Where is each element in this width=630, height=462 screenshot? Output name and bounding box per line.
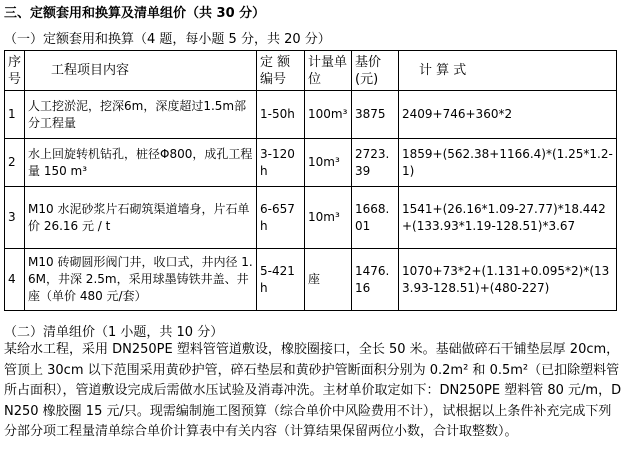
row-name: M10 水泥砂浆片石砌筑渠道墙身，片石单价 26.16 元 / t <box>25 187 257 249</box>
row-no: 1 <box>5 91 25 139</box>
row-no: 4 <box>5 249 25 311</box>
row-price: 1476.16 <box>352 249 399 311</box>
header-name: 工程项目内容 <box>25 51 257 91</box>
row-unit: 10m³ <box>305 187 352 249</box>
row-name: 人工挖淤泥，挖深6m，深度超过1.5m部分工程量 <box>25 91 257 139</box>
row-calc: 1070+73*2+(1.131+0.095*2)*(133.93-128.51)+(480-227) <box>399 249 617 311</box>
part1-title: （一）定额套用和换算（4 题，每小题 5 分，共 20 分） <box>4 32 331 47</box>
table-row <box>5 187 617 249</box>
row-price: 3875 <box>352 91 399 139</box>
row-no: 3 <box>5 187 25 249</box>
section-title: 三、定额套用和换算及清单组价（共 30 分） <box>4 6 266 21</box>
quota-table <box>4 50 617 311</box>
part2-title: （二）清单组价（1 小题，共 10 分） <box>4 325 224 340</box>
row-code: 1-50h <box>257 91 305 139</box>
table-row <box>5 139 617 187</box>
table-row <box>5 249 617 311</box>
row-price: 1668.01 <box>352 187 399 249</box>
table-row <box>5 91 617 139</box>
row-unit: 10m³ <box>305 139 352 187</box>
table-header-row <box>5 51 617 91</box>
problem-paragraph: 某给水工程，采用 DN250PE 塑料管管道敷设，橡胶圈接口，全长 50 米。基础做碎石干铺垫层厚 20cm，管顶上 30cm 以下范围采用黄砂护管，碎石垫层和黄砂护管断面积分别为 0.2m² 和 0.5m²（已扣除塑料管所占面积），管道敷设完成后需做水压试验及消毒冲洗。主材单价取定如下：DN250PE 塑料管 80 元/m，DN250 橡胶圈 15 元/只。现需编制施工图预算（综合单价中风险费用不计），试根据以上条件补充完成下列分部分项工程量清单综合单价计算表中有关内容（计算结果保留两位小数，合计取整数）。 <box>4 342 622 439</box>
row-code: 5-421h <box>257 249 305 311</box>
row-code: 6-657h <box>257 187 305 249</box>
row-name: M10 砖砌圆形阀门井，收口式，井内径 1.6M，井深 2.5m，采用球墨铸铁井盖、井座（单价 480 元/套） <box>25 249 257 311</box>
header-no: 序号 <box>5 51 25 91</box>
row-unit: 100m³ <box>305 91 352 139</box>
row-name: 水上回旋转机钻孔，桩径Φ800，成孔工程量 150 m³ <box>25 139 257 187</box>
row-calc: 2409+746+360*2 <box>399 91 617 139</box>
header-code: 定 额编号 <box>257 51 305 91</box>
row-calc: 1859+(562.38+1166.4)*(1.25*1.2-1) <box>399 139 617 187</box>
row-price: 2723.39 <box>352 139 399 187</box>
header-unit: 计量单位 <box>305 51 352 91</box>
row-no: 2 <box>5 139 25 187</box>
header-calc: 计 算 式 <box>399 51 617 91</box>
row-calc: 1541+(26.16*1.09-27.77)*18.442+(133.93*1.19-128.51)*3.67 <box>399 187 617 249</box>
row-code: 3-120h <box>257 139 305 187</box>
header-price: 基价(元) <box>352 51 399 91</box>
row-unit: 座 <box>305 249 352 311</box>
